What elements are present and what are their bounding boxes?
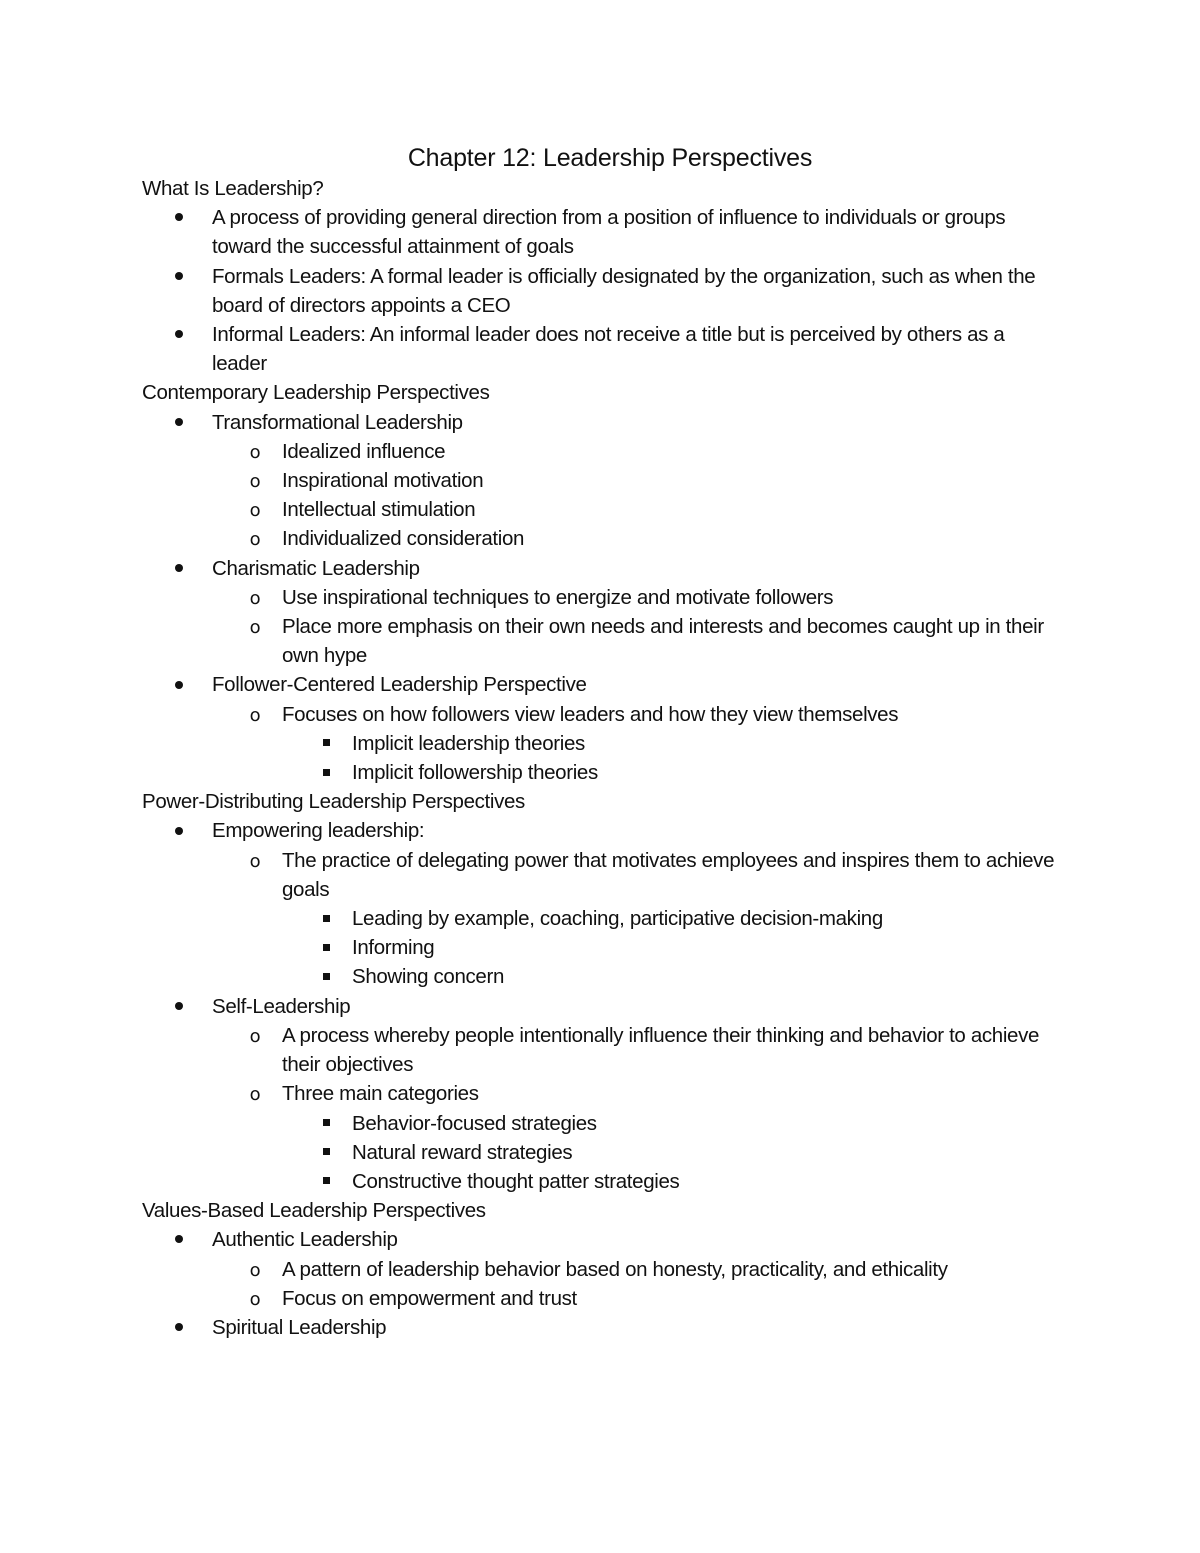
- bullet-circle-icon: o: [249, 704, 261, 726]
- outline-section: [142, 1196, 1060, 1342]
- list-item: [142, 670, 1060, 787]
- bullet-square-icon: [318, 758, 334, 787]
- list-item: [142, 203, 1060, 261]
- list-item-text: Authentic Leadership: [212, 1228, 398, 1252]
- list-item-text: Inspirational motivation: [282, 469, 484, 493]
- bullet-square-icon: [318, 1138, 334, 1167]
- list-item: [212, 437, 1060, 466]
- list-item-text: Charismatic Leadership: [212, 556, 420, 580]
- bullet-list-level-3: [282, 1109, 1060, 1197]
- list-item-text: A pattern of leadership behavior based on honesty, practicality, and ethicality: [282, 1257, 948, 1281]
- list-item: [282, 1167, 1060, 1196]
- list-item-text: Spiritual Leadership: [212, 1315, 387, 1339]
- list-item-text: Transformational Leadership: [212, 410, 463, 434]
- list-item-text: Follower-Centered Leadership Perspective: [212, 673, 587, 697]
- list-item: [142, 262, 1060, 320]
- list-item-text: Intellectual stimulation: [282, 498, 476, 522]
- section-heading: Contemporary Leadership Perspectives: [142, 381, 490, 405]
- list-item-text: Idealized influence: [282, 439, 446, 463]
- list-item: [212, 583, 1060, 612]
- list-item-text: Formals Leaders: A formal leader is officially designated by the organization, such as when the board of directors appoints a CEO: [212, 264, 1036, 317]
- bullet-square-icon: [318, 904, 334, 933]
- bullet-dot-icon: [170, 670, 188, 699]
- list-item-text: Self-Leadership: [212, 994, 351, 1018]
- bullet-list-level-2: [212, 1255, 1060, 1313]
- bullet-list-level-1: [142, 1225, 1060, 1342]
- bullet-dot-icon: [170, 992, 188, 1021]
- list-item-text: Three main categories: [282, 1082, 479, 1106]
- bullet-circle-icon: o: [249, 1288, 261, 1310]
- bullet-list-level-2: [212, 437, 1060, 554]
- bullet-circle-icon: o: [249, 471, 261, 493]
- list-item: [212, 1255, 1060, 1284]
- bullet-list-level-1: [142, 203, 1060, 378]
- section-heading: What Is Leadership?: [142, 177, 324, 200]
- list-item: [212, 846, 1060, 992]
- bullet-list-level-3: [282, 729, 1060, 787]
- list-item-text: Place more emphasis on their own needs and interests and becomes caught up in their own hype: [282, 615, 1044, 668]
- bullet-circle-icon: o: [249, 441, 261, 463]
- bullet-list-level-1: [142, 816, 1060, 1196]
- list-item: [142, 816, 1060, 991]
- bullet-circle-icon: o: [249, 587, 261, 609]
- bullet-dot-icon: [170, 408, 188, 437]
- list-item-text: Use inspirational techniques to energize and motivate followers: [282, 585, 834, 609]
- list-item: [212, 466, 1060, 495]
- list-item: [212, 1284, 1060, 1313]
- list-item-text: Showing concern: [352, 965, 505, 989]
- bullet-square-icon: [318, 962, 334, 991]
- bullet-list-level-2: [212, 583, 1060, 671]
- list-item: [282, 962, 1060, 991]
- list-item: [212, 612, 1060, 670]
- bullet-dot-icon: [170, 320, 188, 349]
- bullet-dot-icon: [170, 1225, 188, 1254]
- bullet-square-icon: [318, 933, 334, 962]
- list-item-text: The practice of delegating power that motivates employees and inspires them to achieve goals: [282, 848, 1055, 901]
- bullet-list-level-1: [142, 408, 1060, 788]
- bullet-circle-icon: o: [249, 1025, 261, 1047]
- bullet-list-level-3: [282, 904, 1060, 992]
- section-heading: Values-Based Leadership Perspectives: [142, 1199, 486, 1223]
- bullet-square-icon: [318, 1109, 334, 1138]
- bullet-dot-icon: [170, 816, 188, 845]
- list-item: [212, 700, 1060, 788]
- list-item: [282, 1138, 1060, 1167]
- outline-section: [142, 174, 1060, 378]
- list-item-text: Implicit followership theories: [352, 761, 598, 785]
- bullet-circle-icon: o: [249, 500, 261, 522]
- bullet-circle-icon: o: [249, 850, 261, 872]
- list-item: [142, 408, 1060, 554]
- list-item-text: Individualized consideration: [282, 527, 525, 551]
- section-heading: Power-Distributing Leadership Perspectives: [142, 790, 525, 814]
- list-item: [142, 1313, 1060, 1342]
- bullet-list-level-2: [212, 846, 1060, 992]
- list-item: [282, 729, 1060, 758]
- bullet-dot-icon: [170, 262, 188, 291]
- outline-section: [142, 787, 1060, 1196]
- list-item-text: Informing: [352, 936, 435, 960]
- list-item: [282, 758, 1060, 787]
- bullet-circle-icon: o: [249, 1084, 261, 1106]
- list-item-text: Focus on empowerment and trust: [282, 1286, 577, 1310]
- list-item-text: Empowering leadership:: [212, 819, 425, 843]
- list-item: [212, 495, 1060, 524]
- bullet-dot-icon: [170, 1313, 188, 1342]
- list-item-text: Informal Leaders: An informal leader does not receive a title but is perceived by others as a leader: [212, 323, 1005, 376]
- list-item-text: Natural reward strategies: [352, 1140, 573, 1164]
- bullet-circle-icon: o: [249, 617, 261, 639]
- list-item: [282, 1109, 1060, 1138]
- list-item-text: Leading by example, coaching, participative decision-making: [352, 907, 883, 931]
- list-item: [212, 1021, 1060, 1079]
- bullet-square-icon: [318, 1167, 334, 1196]
- list-item: [142, 992, 1060, 1196]
- list-item-text: Constructive thought patter strategies: [352, 1169, 680, 1193]
- list-item: [282, 933, 1060, 962]
- bullet-list-level-2: [212, 700, 1060, 788]
- list-item-text: A process of providing general direction from a position of influence to individuals or groups toward the successful attainment of goals: [212, 206, 1006, 259]
- outline-section: [142, 378, 1060, 787]
- bullet-list-level-2: [212, 1021, 1060, 1196]
- bullet-circle-icon: o: [249, 1259, 261, 1281]
- bullet-dot-icon: [170, 554, 188, 583]
- bullet-dot-icon: [170, 203, 188, 232]
- page-title: Chapter 12: Leadership Perspectives: [407, 144, 813, 172]
- list-item: [142, 554, 1060, 671]
- list-item-text: A process whereby people intentionally influence their thinking and behavior to achieve their objectives: [282, 1023, 1040, 1077]
- document-body: [142, 174, 1060, 1342]
- list-item-text: Implicit leadership theories: [352, 731, 585, 755]
- list-item: [142, 1225, 1060, 1313]
- list-item: [212, 1079, 1060, 1196]
- list-item-text: Focuses on how followers view leaders and how they view themselves: [282, 702, 899, 726]
- list-item: [142, 320, 1060, 378]
- list-item: [282, 904, 1060, 933]
- list-item-text: Behavior-focused strategies: [352, 1111, 597, 1135]
- bullet-square-icon: [318, 729, 334, 758]
- list-item: [212, 524, 1060, 553]
- bullet-circle-icon: o: [249, 529, 261, 551]
